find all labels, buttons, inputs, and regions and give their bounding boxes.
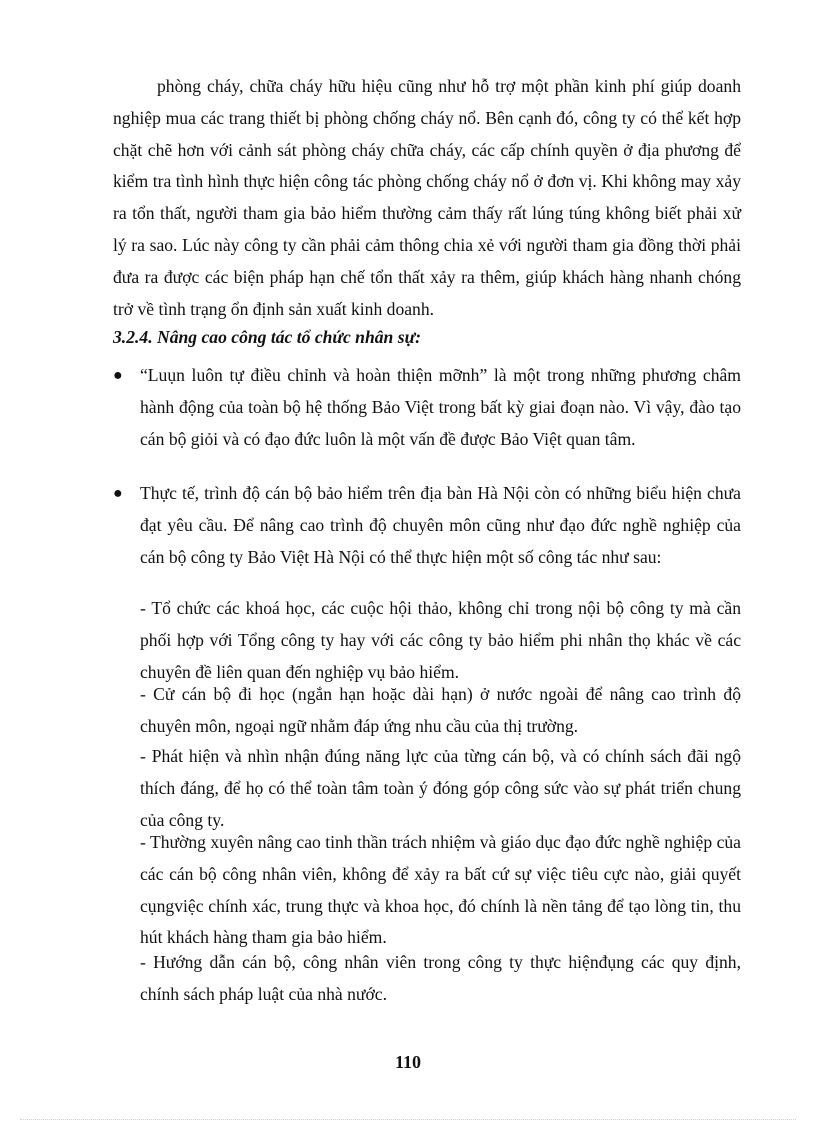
bullet-text: “Luụn luôn tự điều chỉnh và hoàn thiện mỡnh” là một trong những phương châm hành động của toàn bộ hệ thống Bảo Việt trong bất kỳ giai đoạn nào. Vì vậy, đào tạo cán bộ giỏi và có đạo đức luôn là một vấn đề được Bảo Việt quan tâm. bbox=[140, 365, 741, 449]
dash-item: - Phát hiện và nhìn nhận đúng năng lực của từng cán bộ, và có chính sách đãi ngộ thích đáng, để họ có thể toàn tâm toàn ý đóng góp công sức vào sự phát triển chung của công ty. bbox=[140, 746, 741, 830]
bullet-icon: ● bbox=[113, 485, 123, 502]
footer-divider bbox=[20, 1119, 796, 1120]
bullet-text: Thực tế, trình độ cán bộ bảo hiểm trên địa bàn Hà Nội còn có những biểu hiện chưa đạt yêu cầu. Để nâng cao trình độ chuyên môn cũng như đạo đức nghề nghiệp của cán bộ công ty Bảo Việt Hà Nội có thể thực hiện một số công tác như sau: bbox=[140, 483, 741, 567]
dash-item: - Tổ chức các khoá học, các cuộc hội thảo, không chỉ trong nội bộ công ty mà cần phối hợp với Tổng công ty hay với các công ty bảo hiểm phi nhân thọ khác về các chuyên đề liên quan đến nghiệp vụ bảo hiểm. bbox=[140, 598, 741, 682]
bullet-item bbox=[113, 478, 741, 573]
intro-paragraph: phòng cháy, chữa cháy hữu hiệu cũng như hỗ trợ một phần kinh phí giúp doanh nghiệp mua các trang thiết bị phòng chống cháy nổ. Bên cạnh đó, công ty có thể kết hợp chặt chẽ hơn với cảnh sát phòng cháy chữa cháy, các cấp chính quyền ở địa phương để kiểm tra tình hình thực hiện công tác phòng chống cháy nổ ở đơn vị. Khi không may xảy ra tổn thất, người tham gia bảo hiểm thường cảm thấy rất lúng túng không biết phải xử lý ra sao. Lúc này công ty cần phải cảm thông chia xẻ với người tham gia đồng thời phải đưa ra được các biện pháp hạn chế tổn thất xảy ra thêm, giúp khách hàng nhanh chóng trở về tình trạng ổn định sản xuất kinh doanh. bbox=[113, 76, 741, 319]
dash-item: - Thường xuyên nâng cao tinh thần trách nhiệm và giáo dục đạo đức nghề nghiệp của các cán bộ công nhân viên, không để xảy ra bất cứ sự việc tiêu cực nào, giải quyết cụngviệc chính xác, trung thực và khoa học, đó chính là nền tảng để tạo lòng tin, thu hút khách hàng tham gia bảo hiểm. bbox=[140, 832, 741, 948]
section-heading: 3.2.4. Nâng cao công tác tổ chức nhân sự: bbox=[113, 327, 421, 347]
bullet-icon: ● bbox=[113, 367, 123, 384]
dash-item: - Cử cán bộ đi học (ngắn hạn hoặc dài hạn) ở nước ngoài để nâng cao trình độ chuyên môn, ngoại ngữ nhằm đáp ứng nhu cầu của thị trường. bbox=[140, 684, 741, 736]
bullet-item bbox=[113, 360, 741, 455]
dash-item: - Hướng dẫn cán bộ, công nhân viên trong công ty thực hiệnđụng các quy định, chính sách pháp luật của nhà nước. bbox=[140, 952, 741, 1004]
page-number: 110 bbox=[394, 1052, 421, 1072]
